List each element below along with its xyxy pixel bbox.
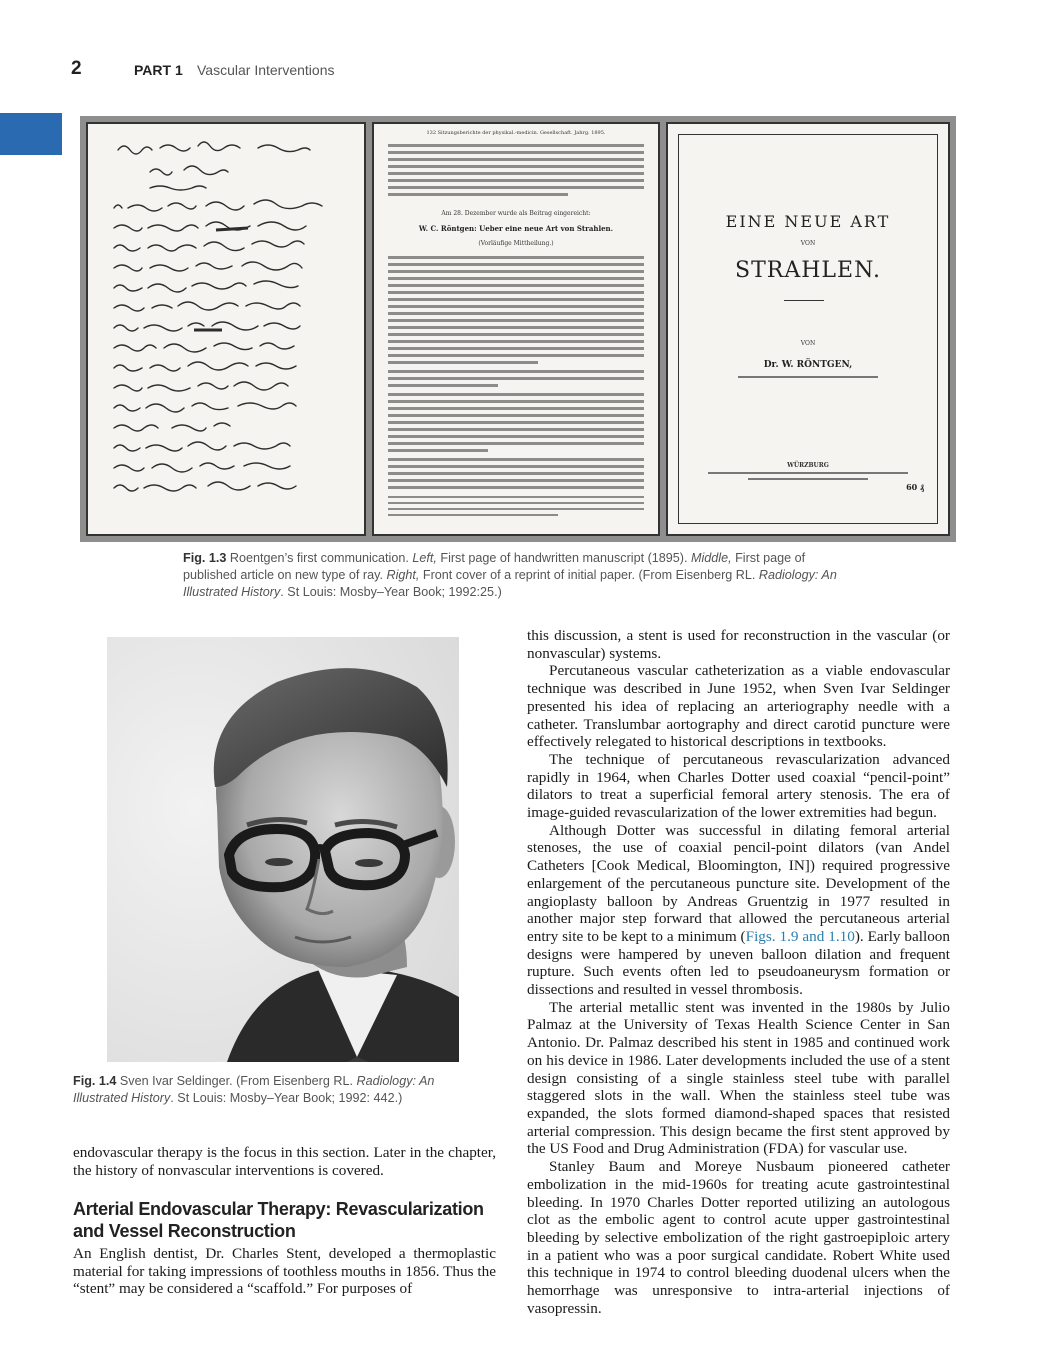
paragraph: Percutaneous vascular catheterization as a viable endovascular technique was described in June 1952, when Sven Ivar Seldinger presented his idea of replacing an arteriography needle with a catheter. Translumbar aortography and direct carotid puncture were effectively relegated to historical descriptions in textbooks. — [527, 662, 950, 751]
section-heading: Arterial Endovascular Therapy: Revascularization and Vessel Reconstruction — [73, 1199, 484, 1241]
chapter-tab-marker — [0, 113, 62, 155]
caption-text: Sven Ivar Seldinger. (From Eisenberg RL. — [116, 1074, 357, 1088]
handwritten-manuscript-image — [86, 122, 366, 536]
caption-label: Fig. 1.4 — [73, 1074, 117, 1088]
cover-author: Dr. W. RÖNTGEN, — [763, 360, 853, 370]
portrait-illustration — [107, 637, 459, 1062]
caption-text: First page of handwritten manuscript (1895). — [436, 551, 691, 565]
article-title: W. C. Röntgen: Ueber eine neue Art von Strahlen. — [418, 224, 614, 233]
figure-1-3 — [80, 116, 956, 542]
cover-rule — [784, 300, 824, 301]
cover-title-line2: STRAHLEN. — [735, 258, 881, 283]
caption-book-title: Radiology: An Illustrated History — [183, 568, 837, 599]
paragraph: The arterial metallic stent was invented in the 1980s by Julio Palmaz at the University of Texas Health Science Center in San Antonio. Dr. Palmaz described his stent in 1985 and continued work on his device in 1986. Later developments included the use of a stent design consisting of a single stainless steel tube with parallel staggered slots in the wall. When the stainless steel tube was expanded, the slots formed diamond-shaped spaces that resisted arterial compression. This design became the first stent approved by the US Food and Drug Administration (FDA) for vascular use. — [527, 998, 950, 1158]
caption-label: Fig. 1.3 — [183, 551, 227, 565]
cover-price: 60 ₰ — [906, 482, 924, 492]
part-label: PART 1 — [134, 62, 183, 78]
left-column-body — [73, 1245, 496, 1298]
caption-left: Left, — [412, 551, 437, 565]
handwriting-scribbles — [88, 124, 364, 534]
article-date-line: Am 28. Dezember wurde als Beitrag eingereicht: — [441, 210, 591, 217]
article-page-header: 132 Sitzungsberichte der physikal.-medicin. Gesellschaft. Jahrg. 1895. — [426, 130, 606, 136]
caption-text: . St Louis: Mosby–Year Book; 1992:25.) — [280, 585, 502, 599]
cover-vom: VON — [800, 340, 816, 347]
caption-text: Roentgen’s first communication. — [226, 551, 413, 565]
figure-1-4-caption — [73, 1073, 485, 1107]
reprint-cover-image — [666, 122, 950, 536]
caption-right: Right, — [386, 568, 420, 582]
caption-text: . St Louis: Mosby–Year Book; 1992: 442.) — [170, 1091, 403, 1105]
cover-von: VON — [800, 240, 816, 247]
caption-middle: Middle, — [690, 551, 732, 565]
paragraph-text: ). Early balloon designs were hampered by uneven balloon dilation and frequent rupture. Such events often led to pseudoaneurysm formation or dissections and resulted in vessel thrombosis. — [527, 927, 950, 999]
paragraph: An English dentist, Dr. Charles Stent, developed a thermoplastic material for taking impressions of toothless mouths in 1856. Thus the “stent” may be considered a “scaffold.” For purposes of — [73, 1245, 496, 1298]
paragraph: endovascular therapy is the focus in this section. Later in the chapter, the history of nonvascular interventions is covered. — [73, 1144, 496, 1179]
caption-text: Front cover of a reprint of initial paper. (From Eisenberg RL. — [419, 568, 759, 582]
paragraph: this discussion, a stent is used for reconstruction in the vascular (or nonvascular) systems. — [527, 627, 950, 662]
paragraph — [527, 822, 950, 999]
seldinger-portrait-photo — [107, 637, 459, 1062]
article-subtitle: (Vorläufige Mittheilung.) — [478, 240, 554, 247]
figure-1-3-caption — [183, 550, 839, 601]
paragraph-text: Although Dotter was successful in dilating femoral arterial stenoses, the use of coaxial pencil-point dilators (van Andel Catheters [Cook Medical, Bloomington, IN]) required progressive enlargement of the percutaneous puncture site. Development of the angioplasty balloon by Andreas Gruentzig in 1977 resulted in another major step forward that allowed the percutaneous arterial entry site to be kept to a minimum ( — [527, 821, 950, 945]
page-number: 2 — [71, 58, 82, 79]
paragraph: The technique of percutaneous revascularization advanced rapidly in 1964, when Charles Dotter used coaxial “pencil-point” dilators to treat a superficial femoral artery stenosis. The era of image-guided revascularization of the lower extremities had begun. — [527, 750, 950, 822]
figure-reference-link[interactable]: Figs. 1.9 and 1.10 — [745, 927, 855, 945]
published-article-image — [372, 122, 660, 536]
left-column-intro — [73, 1144, 496, 1179]
part-title: Vascular Interventions — [197, 62, 335, 78]
cover-title-line1: EINE NEUE ART — [725, 212, 891, 231]
caption-book-title: Radiology: An Illustrated History — [73, 1074, 435, 1105]
paragraph: Stanley Baum and Moreye Nusbaum pioneered catheter embolization in the mid-1960s for treating acute gastrointestinal bleeding. In 1970 Charles Dotter reported utilizing an autologous clot as the embolic agent to control acute upper gastrointestinal bleeding by selective embolization of the right gastroepiploic artery in a patient who was a poor surgical candidate. Robert White used this technique in 1974 to control bleeding duodenal ulcers when the hemorrhage was unresponsive to intra-arterial injections of vasopressin. — [527, 1158, 950, 1317]
cover-city: WÜRZBURG — [787, 462, 829, 469]
right-column — [527, 627, 950, 1317]
caption-text: First page of published article on new type of ray. — [183, 551, 806, 582]
